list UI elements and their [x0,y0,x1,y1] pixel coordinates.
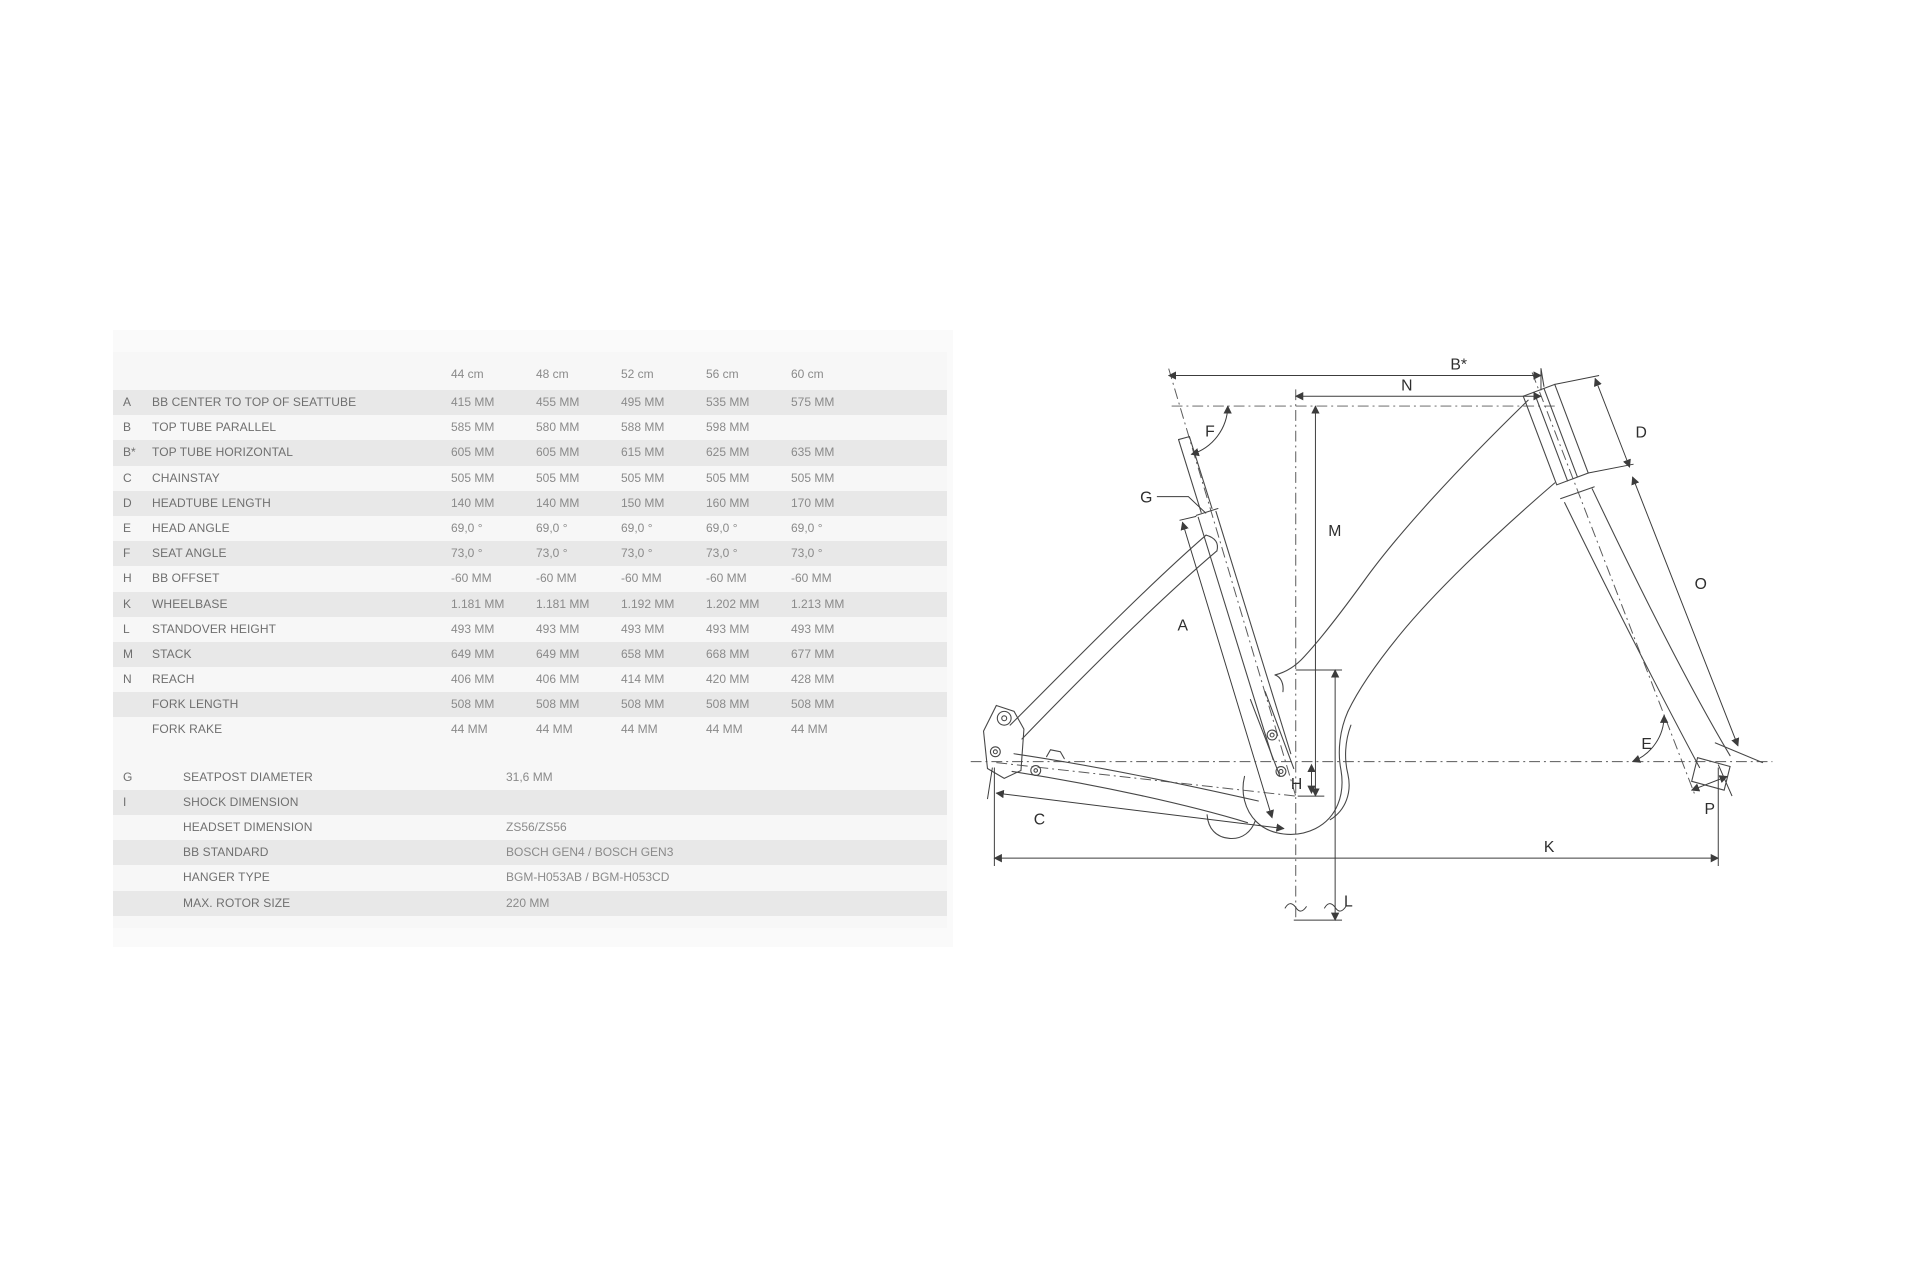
table-row [113,415,947,440]
row-name: HEADSET DIMENSION [183,820,313,834]
row-value-56cm: 535 MM [706,395,750,409]
row-value-48cm: 505 MM [536,470,580,485]
row-value-52cm: 44 MM [621,722,658,737]
dimension-lines [987,369,1737,921]
row-value-44cm: 585 MM [451,420,495,435]
frame-diagram-panel [953,330,1800,947]
row-value-52cm: 505 MM [621,470,665,485]
geometry-rows [113,390,947,743]
row-name: FORK LENGTH [152,697,239,712]
gusset-bolt-2-center [1279,769,1283,773]
dim-label-m: M [1328,523,1342,541]
row-value-44cm: 415 MM [451,395,495,409]
row-value-52cm: -60 MM [621,571,662,586]
dim-label-o: O [1694,576,1707,594]
size-column-header: 52 cm [621,367,654,381]
table-row [113,466,947,491]
row-value-44cm: 493 MM [451,621,495,636]
row-value: BOSCH GEN4 / BOSCH GEN3 [506,845,674,860]
row-name: STACK [152,646,192,661]
row-value-48cm: 508 MM [536,697,580,712]
row-name: CHAINSTAY [152,470,220,485]
row-value-52cm: 493 MM [621,621,665,636]
row-value-60cm: 505 MM [791,470,835,485]
row-value: 220 MM [506,895,550,910]
geometry-table-panel [113,352,947,928]
row-letter: F [123,546,131,561]
row-name: WHEELBASE [152,596,228,611]
row-value-52cm: 69,0 ° [621,520,653,535]
table-row [113,790,947,815]
row-value-56cm: 44 MM [706,722,743,737]
row-letter: G [123,769,133,784]
main-tube-top-edge [1275,400,1528,675]
dropout-pivot-bolt [997,711,1011,725]
seatstay-bottom-edge [1022,551,1217,739]
row-value-56cm: 493 MM [706,621,750,636]
row-value-48cm: 1.181 MM [536,596,590,611]
chainstay-bottom-edge [1012,771,1247,822]
table-row [113,617,947,642]
chainstay-cable-bump [1047,750,1065,759]
dim-label-p: P [1704,800,1715,818]
dim-o-line [1633,477,1738,746]
row-value-52cm: 658 MM [621,646,665,661]
table-row [113,891,947,916]
row-name: TOP TUBE PARALLEL [152,420,277,435]
size-column-header: 60 cm [791,367,824,381]
dim-label-a: A [1177,617,1189,635]
row-letter: H [123,571,132,586]
row-value-48cm: 493 MM [536,621,580,636]
row-name: BB CENTER TO TOP OF SEATTUBE [152,395,357,409]
fork-tip-cap-line [1715,743,1762,763]
row-value-52cm: 414 MM [621,672,665,687]
fork-blade-inner [1565,503,1700,768]
table-row [113,840,947,865]
chainstay-bolt [1031,766,1041,776]
dim-label-e: E [1641,735,1652,753]
row-value-44cm: 649 MM [451,646,495,661]
main-tube-bottom-edge [1348,483,1555,711]
row-value-56cm: 668 MM [706,646,750,661]
table-row [113,815,947,840]
row-value-48cm: 140 MM [536,495,580,510]
table-row [113,692,947,717]
seat-tube-right-edge [1216,511,1291,753]
dim-label-l: L [1343,893,1353,911]
row-letter: C [123,470,132,485]
row-name: TOP TUBE HORIZONTAL [152,445,294,460]
head-axis-line [1532,373,1695,795]
row-value-48cm: -60 MM [536,571,577,586]
row-value-56cm: 73,0 ° [706,546,738,561]
row-value-60cm: 1.213 MM [791,596,845,611]
row-value-56cm: 508 MM [706,697,750,712]
table-row [113,642,947,667]
table-row [113,390,947,415]
row-letter: N [123,672,132,687]
row-letter: B [123,420,132,435]
table-row [113,592,947,617]
row-letter: K [123,596,132,611]
row-name: SEATPOST DIAMETER [183,769,313,784]
fork-crown-line [1561,487,1594,499]
row-value-52cm: 615 MM [621,445,665,460]
motor-housing-inner-line [1330,725,1351,820]
table-row [113,865,947,890]
row-value-60cm: 73,0 ° [791,546,823,561]
dim-d-extension-top [1555,376,1599,385]
row-value-60cm: -60 MM [791,571,832,586]
seatpost-right-edge [1189,437,1212,509]
row-name: HEADTUBE LENGTH [152,495,271,510]
row-value-48cm: 605 MM [536,445,580,460]
row-value-48cm: 649 MM [536,646,580,661]
dim-label-f: F [1205,423,1215,441]
dim-label-c: C [1033,811,1046,829]
dim-c-extension [987,768,992,800]
row-value-60cm: 508 MM [791,697,835,712]
dim-a-extension [1180,516,1197,520]
row-value-44cm: 1.181 MM [451,596,505,611]
row-value-44cm: 508 MM [451,697,495,712]
row-value-52cm: 73,0 ° [621,546,653,561]
rear-axle-hole [990,747,1000,757]
main-tube-gusset-fillet [1275,675,1283,692]
row-value-60cm: 44 MM [791,722,828,737]
seatpost-left-edge [1179,440,1202,513]
rear-axle-hole-center [993,750,997,754]
row-value-44cm: -60 MM [451,571,492,586]
table-row [113,566,947,591]
row-letter: E [123,520,132,535]
row-letter: D [123,495,132,510]
row-letter: L [123,621,130,636]
component-rows [113,765,947,916]
row-name: SEAT ANGLE [152,546,227,561]
row-name: HANGER TYPE [183,870,270,885]
row-letter: M [123,646,133,661]
row-value-60cm: 493 MM [791,621,835,636]
row-value-48cm: 580 MM [536,420,580,435]
row-value-52cm: 495 MM [621,395,665,409]
row-value-44cm: 73,0 ° [451,546,483,561]
row-value-60cm: 635 MM [791,445,835,460]
row-value-56cm: 160 MM [706,495,750,510]
row-value-48cm: 455 MM [536,395,580,409]
bike-frame-diagram [953,330,1800,947]
row-value-44cm: 69,0 ° [451,520,483,535]
row-letter: I [123,794,127,809]
row-value-48cm: 44 MM [536,722,573,737]
row-name: FORK RAKE [152,722,223,737]
row-name: BB OFFSET [152,571,220,586]
table-row [113,541,947,566]
row-value-48cm: 406 MM [536,672,580,687]
row-name: REACH [152,672,195,687]
row-value-56cm: 598 MM [706,420,750,435]
size-column-header: 56 cm [706,367,739,381]
row-value-52cm: 1.192 MM [621,596,675,611]
row-value-60cm: 69,0 ° [791,520,823,535]
size-header-row [113,352,947,390]
row-value-44cm: 605 MM [451,445,495,460]
row-letter: A [123,395,132,409]
table-row [113,516,947,541]
table-row [113,717,947,742]
row-value-56cm: 1.202 MM [706,596,760,611]
gusset-bolt-1 [1267,730,1277,740]
size-column-header: 44 cm [451,367,484,381]
row-value: ZS56/ZS56 [506,820,567,834]
dim-label-d: D [1635,424,1647,442]
row-value-52cm: 588 MM [621,420,665,435]
row-value: 31,6 MM [506,769,553,784]
dim-label-h: H [1290,776,1303,794]
gusset-plate-edge-2 [1265,692,1294,769]
row-name: SHOCK DIMENSION [183,794,299,809]
row-letter: B* [123,445,136,460]
chainstay-bolt-center [1034,769,1038,773]
row-value-44cm: 406 MM [451,672,495,687]
row-value-56cm: 420 MM [706,672,750,687]
table-row [113,440,947,465]
row-value-44cm: 505 MM [451,470,495,485]
row-value-44cm: 44 MM [451,722,488,737]
dim-d-line [1595,378,1629,467]
row-value-52cm: 508 MM [621,697,665,712]
row-value-52cm: 150 MM [621,495,665,510]
row-value-56cm: -60 MM [706,571,747,586]
row-value-60cm: 428 MM [791,672,835,687]
dim-d-extension-bottom [1588,464,1633,473]
row-value-60cm: 575 MM [791,395,835,409]
fork-blade-outer [1592,489,1730,756]
table-row [113,667,947,692]
dim-label-g: G [1140,489,1153,507]
seatpost-top-cap [1179,437,1190,440]
row-value-56cm: 625 MM [706,445,750,460]
dim-label-bstar: B* [1450,356,1468,374]
row-value-48cm: 73,0 ° [536,546,568,561]
row-value-60cm: 170 MM [791,495,835,510]
row-name: MAX. ROTOR SIZE [183,895,291,910]
seat-tube-collar [1196,508,1218,515]
row-value: BGM-H053AB / BGM-H053CD [506,870,670,885]
gusset-bolt-1-center [1270,733,1274,737]
row-value-48cm: 69,0 ° [536,520,568,535]
dropout-pivot-bolt-center [1002,716,1007,721]
row-value-44cm: 140 MM [451,495,495,510]
chainstay-axis-line [996,763,1295,796]
seat-axis-line [1169,369,1296,796]
row-value-56cm: 69,0 ° [706,520,738,535]
row-value-60cm: 677 MM [791,646,835,661]
row-name: BB STANDARD [183,845,269,860]
size-header-cells [451,367,947,390]
dim-p-extension [1718,765,1732,797]
seat-tube-left-edge [1198,517,1273,759]
row-value-56cm: 505 MM [706,470,750,485]
table-row [113,491,947,516]
table-row [113,765,947,790]
dim-label-k: K [1543,839,1555,857]
dimension-labels [1034,357,1715,911]
dim-label-n: N [1401,377,1413,395]
row-name: STANDOVER HEIGHT [152,621,277,636]
size-column-header: 48 cm [536,367,569,381]
row-name: HEAD ANGLE [152,520,230,535]
